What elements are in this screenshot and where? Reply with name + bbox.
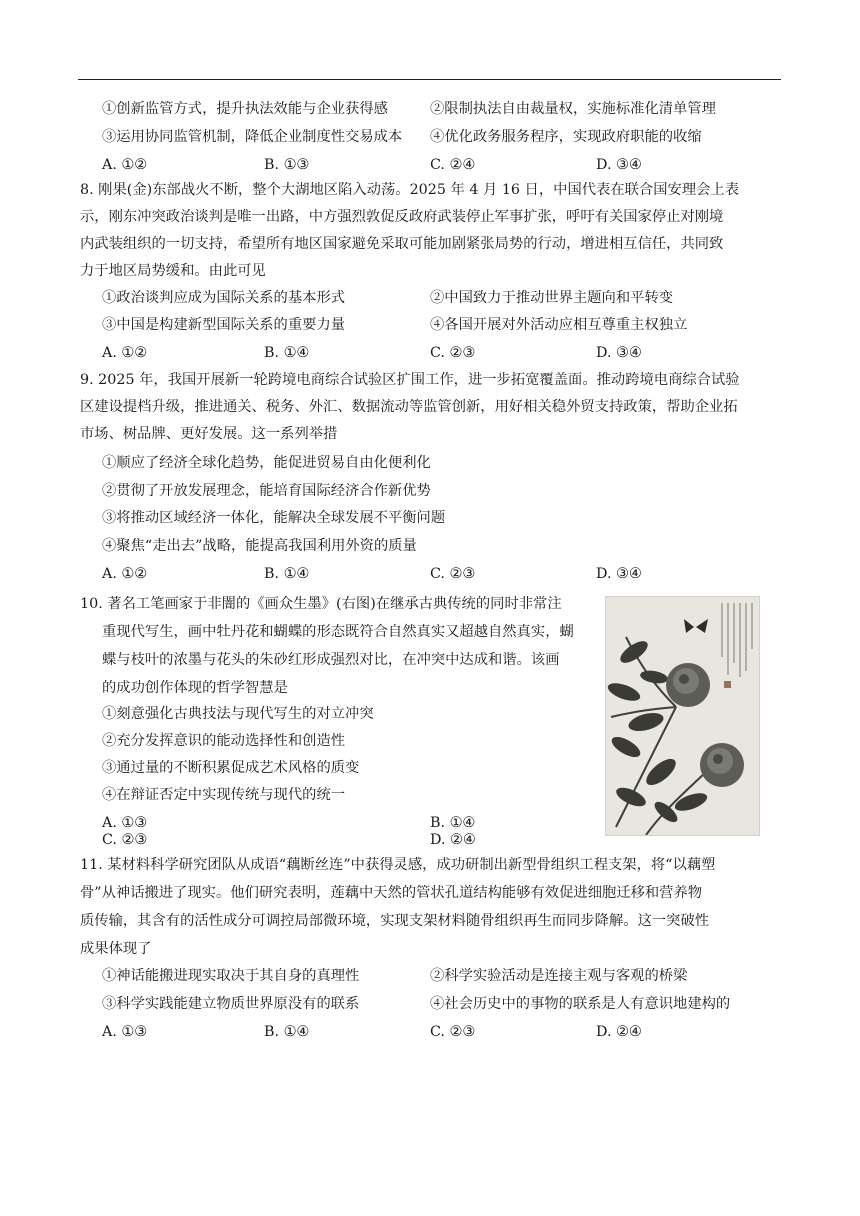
q7-choice-d[interactable]: D. ③④: [596, 157, 642, 173]
q11-option-4: ④社会历史中的事物的联系是人有意识地建构的: [430, 996, 731, 1012]
q10-stem-line-2: 重现代写生，画中牡丹花和蝴蝶的形态既符合自然真实又超越自然真实，蝴: [102, 624, 574, 640]
q9-choice-a[interactable]: A. ①②: [102, 566, 148, 582]
header-rule: [78, 79, 781, 80]
q9-choice-b[interactable]: B. ①④: [264, 566, 310, 582]
peony-painting: [605, 596, 760, 836]
q10-stem-line-3: 蝶与枝叶的浓墨与花头的朱砂红形成强烈对比，在冲突中达成和谐。该画: [102, 652, 560, 668]
q9-option-2: ②贯彻了开放发展理念，能培育国际经济合作新优势: [102, 483, 431, 499]
q8-option-3: ③中国是构建新型国际关系的重要力量: [102, 317, 346, 333]
q11-stem-line-4: 成果体现了: [80, 941, 152, 957]
q8-option-4: ④各国开展对外活动应相互尊重主权独立: [430, 317, 688, 333]
q7-choice-a[interactable]: A. ①②: [102, 157, 148, 173]
q11-choice-a[interactable]: A. ①③: [102, 1024, 148, 1040]
q11-stem-line-2: 骨”从神话搬进了现实。他们研究表明，莲藕中天然的管状孔道结构能够有效促进细胞迁移和营养物: [80, 885, 703, 901]
q10-option-2: ②充分发挥意识的能动选择性和创造性: [102, 733, 346, 749]
q9-option-1: ①顺应了经济全球化趋势，能促进贸易自由化便利化: [102, 455, 431, 471]
q11-choice-b[interactable]: B. ①④: [264, 1024, 310, 1040]
q10-choice-d[interactable]: D. ②④: [430, 832, 476, 848]
q10-option-1: ①刻意强化古典技法与现代写生的对立冲突: [102, 706, 374, 722]
q9-stem-line-1: 9. 2025 年，我国开展新一轮跨境电商综合试验区扩围工作，进一步拓宽覆盖面。推动跨境电商综合试验: [80, 372, 740, 388]
q9-option-4: ④聚焦“走出去”战略，能提高我国利用外资的质量: [102, 538, 417, 554]
q11-choice-c[interactable]: C. ②③: [430, 1024, 476, 1040]
q11-option-2: ②科学实验活动是连接主观与客观的桥梁: [430, 968, 688, 984]
q10-option-3: ③通过量的不断积累促成艺术风格的质变: [102, 760, 360, 776]
q8-option-1: ①政治谈判应成为国际关系的基本形式: [102, 290, 346, 306]
q8-stem-line-2: 示，刚东冲突政治谈判是唯一出路，中方强烈敦促反政府武装停止军事扩张，呼吁有关国家停止对刚境: [80, 209, 724, 225]
q8-choice-a[interactable]: A. ①②: [102, 345, 148, 361]
q9-option-3: ③将推动区域经济一体化，能解决全球发展不平衡问题: [102, 510, 446, 526]
q10-stem-line-1: 10. 著名工笔画家于非闇的《画众生墨》(右图)在继承古典传统的同时非常注: [80, 596, 562, 612]
q10-stem-line-4: 的成功创作体现的哲学智慧是: [102, 680, 288, 696]
q7-option-1: ①创新监管方式，提升执法效能与企业获得感: [102, 101, 388, 117]
q10-choice-b[interactable]: B. ①④: [430, 815, 476, 831]
q9-stem-line-3: 市场、树品牌、更好发展。这一系列举措: [80, 426, 338, 442]
q10-choice-a[interactable]: A. ①③: [102, 815, 148, 831]
q7-option-3: ③运用协同监管机制，降低企业制度性交易成本: [102, 129, 403, 145]
q7-choice-b[interactable]: B. ①③: [264, 157, 310, 173]
q11-stem-line-3: 质传输，其含有的活性成分可调控局部微环境，实现支架材料随骨组织再生而同步降解。这一突破性: [80, 913, 710, 929]
q8-choice-d[interactable]: D. ③④: [596, 345, 642, 361]
q8-stem-line-1: 8. 刚果(金)东部战火不断，整个大湖地区陷入动荡。2025 年 4 月 16 日，中国代表在联合国安理会上表: [80, 182, 740, 198]
q8-stem-line-3: 内武装组织的一切支持，希望所有地区国家避免采取可能加剧紧张局势的行动，增进相互信任，共同致: [80, 236, 724, 252]
q8-stem-line-4: 力于地区局势缓和。由此可见: [80, 263, 266, 279]
q10-choice-c[interactable]: C. ②③: [102, 832, 148, 848]
q9-choice-c[interactable]: C. ②③: [430, 566, 476, 582]
q8-option-2: ②中国致力于推动世界主题向和平转变: [430, 290, 674, 306]
q9-choice-d[interactable]: D. ③④: [596, 566, 642, 582]
q11-stem-line-1: 11. 某材料科学研究团队从成语“藕断丝连”中获得灵感，成功研制出新型骨组织工程支架，将“以藕塑: [80, 857, 716, 873]
q7-option-2: ②限制执法自由裁量权，实施标准化清单管理: [430, 101, 716, 117]
q11-option-3: ③科学实践能建立物质世界原没有的联系: [102, 996, 360, 1012]
q7-choice-c[interactable]: C. ②④: [430, 157, 476, 173]
q9-stem-line-2: 区建设提档升级，推进通关、税务、外汇、数据流动等监管创新，用好相关稳外贸支持政策，帮助企业拓: [80, 399, 738, 415]
q7-option-4: ④优化政务服务程序，实现政府职能的收缩: [430, 129, 702, 145]
q8-choice-c[interactable]: C. ②③: [430, 345, 476, 361]
q8-choice-b[interactable]: B. ①④: [264, 345, 310, 361]
q11-choice-d[interactable]: D. ②④: [596, 1024, 642, 1040]
q10-option-4: ④在辩证否定中实现传统与现代的统一: [102, 787, 346, 803]
q11-option-1: ①神话能搬进现实取决于其自身的真理性: [102, 968, 360, 984]
